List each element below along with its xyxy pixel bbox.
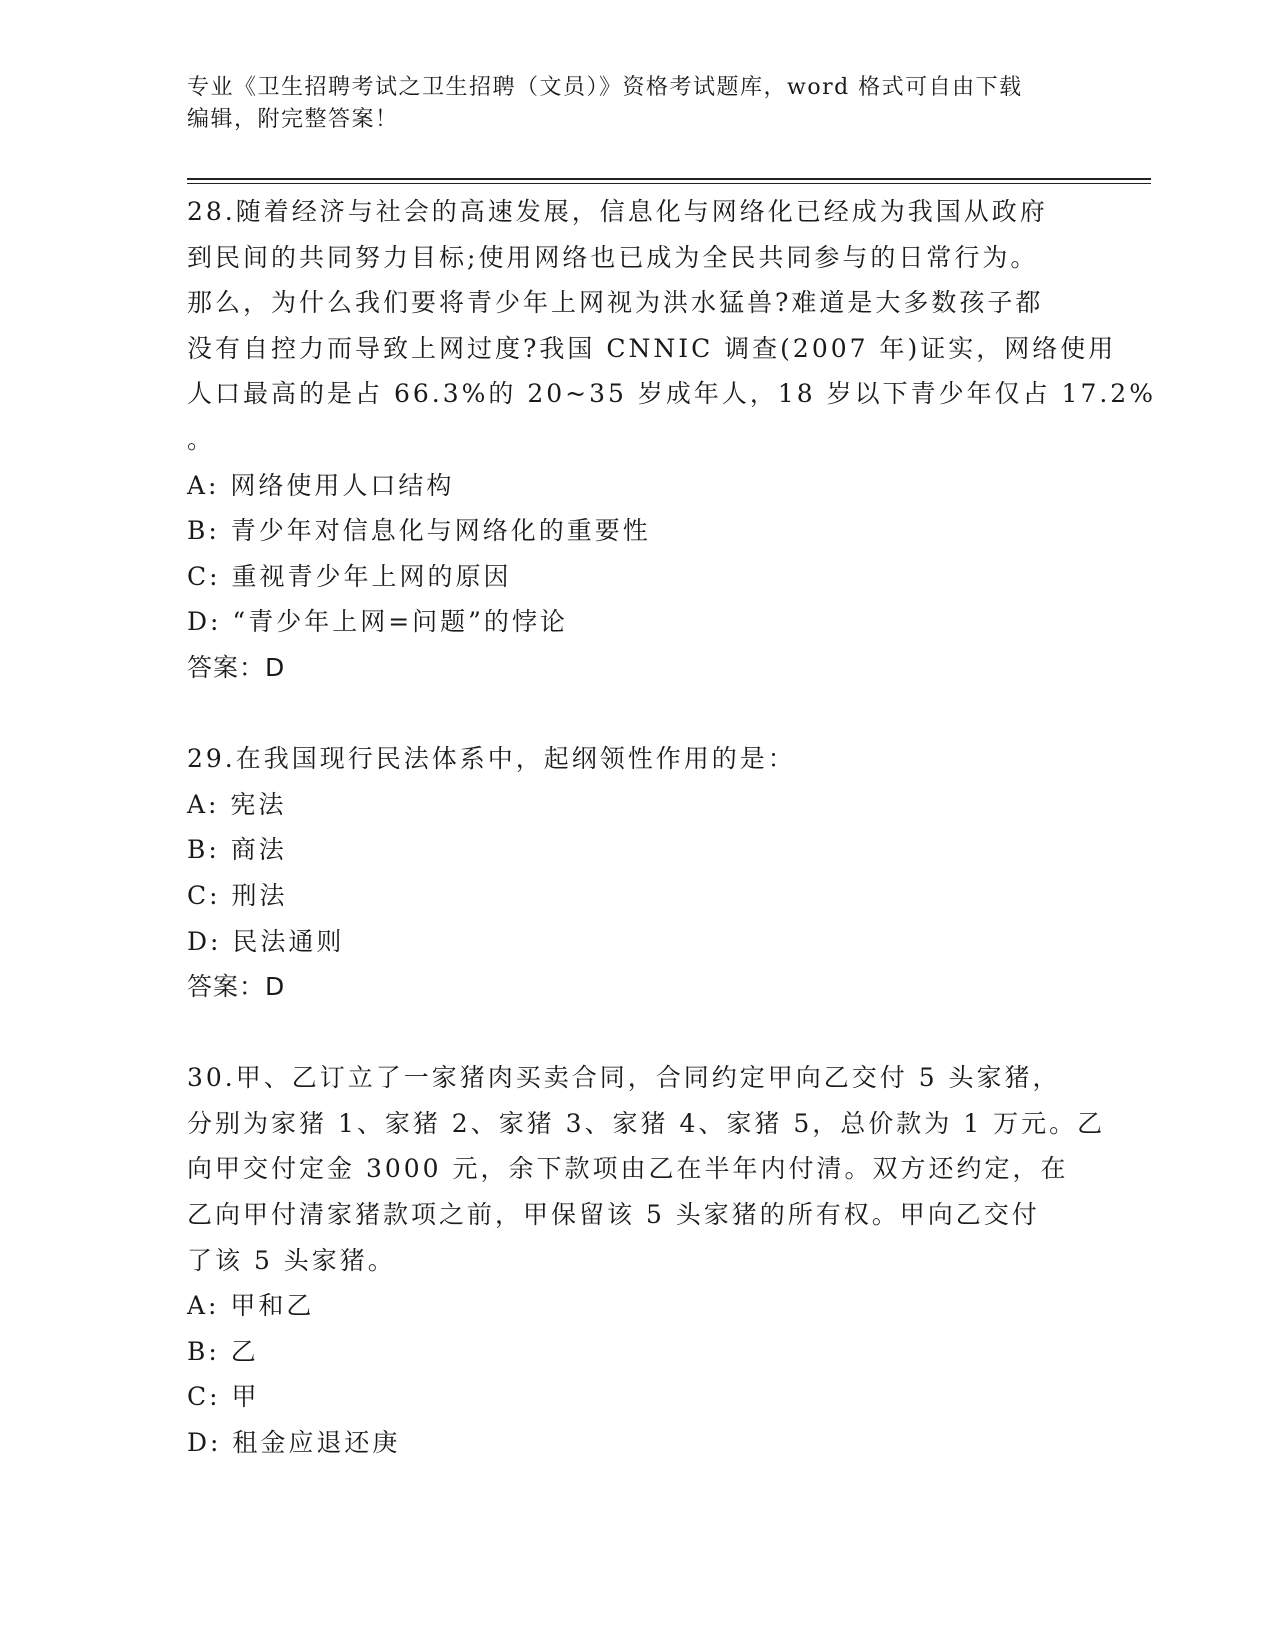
header-line-1: 专业《卫生招聘考试之卫生招聘（文员）》资格考试题库，word 格式可自由下载 <box>187 75 1023 100</box>
option-c: C: 甲 <box>187 1382 260 1412</box>
question-text-line: 没有自控力而导致上网过度?我国 CNNIC 调查(2007 年)证实，网络使用 <box>187 333 1117 363</box>
header-divider-thick <box>187 178 1151 180</box>
question-text-line: 到民间的共同努力目标;使用网络也已成为全民共同参与的日常行为。 <box>187 242 1039 272</box>
answer: 答案：D <box>187 972 286 1002</box>
spacer <box>187 1010 1087 1056</box>
option-a: A: 网络使用人口结构 <box>187 470 455 500</box>
option-c: C: 重视青少年上网的原因 <box>187 561 512 591</box>
answer: 答案：D <box>187 652 286 682</box>
question-text-line: 乙向甲付清家猪款项之前，甲保留该 5 头家猪的所有权。甲向乙交付 <box>187 1200 1040 1230</box>
option-b: B: 青少年对信息化与网络化的重要性 <box>187 516 651 546</box>
option-a: A: 甲和乙 <box>187 1291 315 1321</box>
option-b: B: 商法 <box>187 835 287 865</box>
question-29 <box>187 736 1087 1010</box>
option-c: C: 刑法 <box>187 880 288 910</box>
question-text-line: 人口最高的是占 66.3%的 20~35 岁成年人，18 岁以下青少年仅占 17.2% <box>187 379 1156 409</box>
question-list <box>187 189 1156 1466</box>
header-line-2: 编辑，附完整答案！ <box>187 107 399 132</box>
question-text-line: 分别为家猪 1、家猪 2、家猪 3、家猪 4、家猪 5，总价款为 1 万元。乙 <box>187 1108 1106 1138</box>
question-text-line: 30.甲、乙订立了一家猪肉买卖合同，合同约定甲向乙交付 5 头家猪， <box>187 1063 1061 1093</box>
option-a: A: 宪法 <box>187 789 287 819</box>
option-d: D: 租金应退还庚 <box>187 1428 401 1458</box>
question-text-line: 向甲交付定金 3000 元，余下款项由乙在半年内付清。双方还约定，在 <box>187 1154 1069 1184</box>
question-text-line: 28.随着经济与社会的高速发展，信息化与网络化已经成为我国从政府 <box>187 197 1048 226</box>
option-d: D: “青少年上网=问题”的悖论 <box>187 607 568 637</box>
option-b: B: 乙 <box>187 1336 259 1366</box>
question-30 <box>187 1055 1106 1465</box>
question-28 <box>187 189 1156 691</box>
option-d: D: 民法通则 <box>187 926 345 956</box>
header-divider-thin <box>187 183 1151 184</box>
document-header <box>187 72 1087 136</box>
question-text-line: 那么，为什么我们要将青少年上网视为洪水猛兽?难道是大多数孩子都 <box>187 288 1044 318</box>
question-text-line: 29.在我国现行民法体系中，起纲领性作用的是： <box>187 744 796 774</box>
question-text-line: 。 <box>187 424 216 454</box>
spacer <box>187 691 1087 737</box>
question-text-line: 了该 5 头家猪。 <box>187 1245 396 1275</box>
